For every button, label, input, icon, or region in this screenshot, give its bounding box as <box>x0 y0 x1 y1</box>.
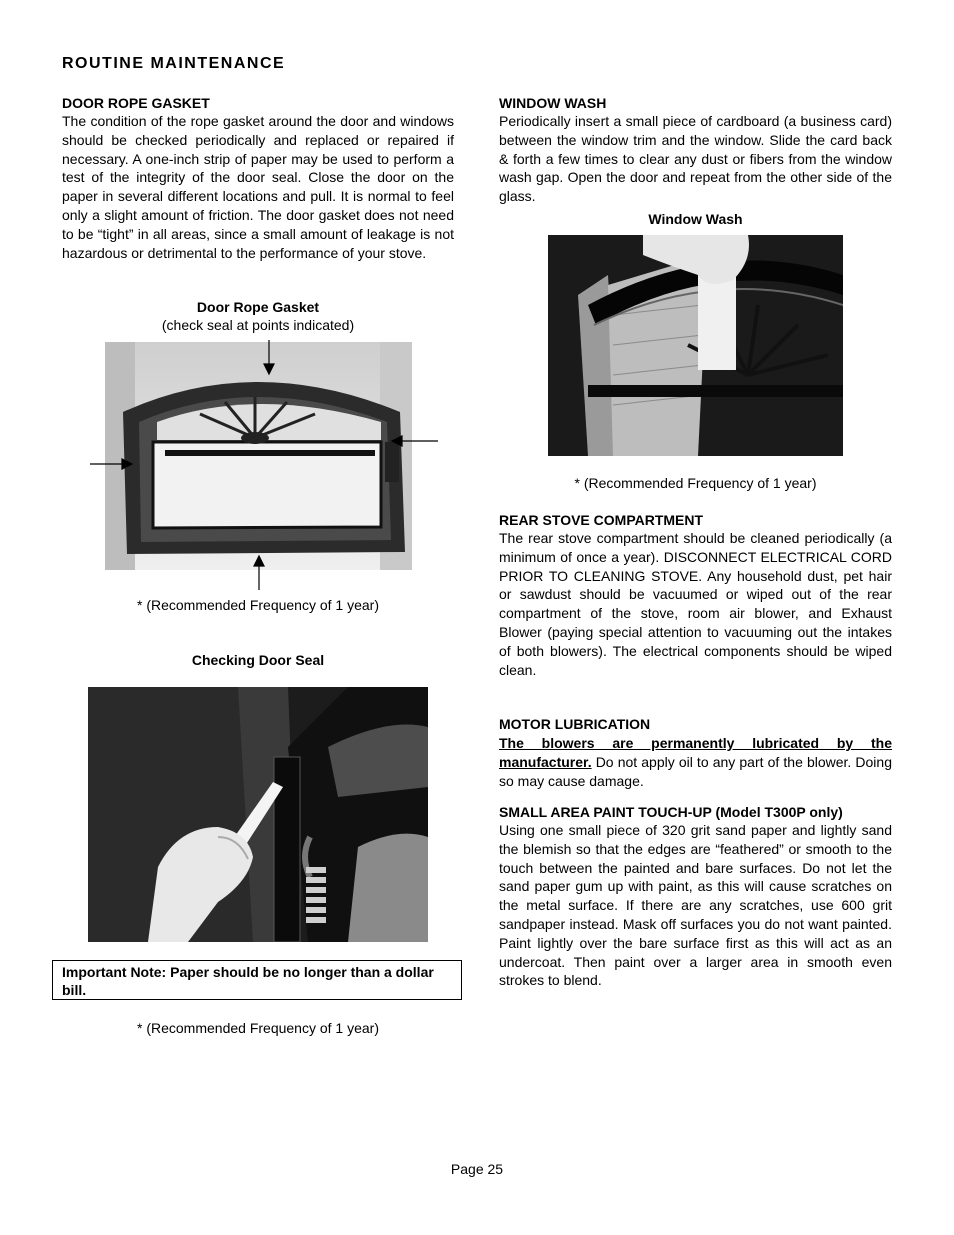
window-wash-figure-title: Window Wash <box>648 211 743 227</box>
motor-lubrication-emphasis: The blowers are permanently lubricated by the manufacturer. <box>499 735 892 770</box>
window-wash-body: Periodically insert a small piece of cardboard (a business card) between the window trim and the window. Slide the card back & forth a few times to clear any dust or fibers from the window wash gap. Open the door and repeat from the other side of the glass. <box>499 113 892 205</box>
door-rope-gasket-figure-title: Door Rope Gasket <box>196 299 320 315</box>
paint-touchup-heading: SMALL AREA PAINT TOUCH-UP (Model T300P only) <box>499 804 843 820</box>
checking-door-seal-title: Checking Door Seal <box>191 652 325 668</box>
important-note-box: Important Note: Paper should be no longer than a dollar bill. <box>52 960 462 1000</box>
gasket-indicator-arrows <box>88 338 443 593</box>
window-wash-frequency: * (Recommended Frequency of 1 year) <box>574 475 817 491</box>
rear-stove-heading: REAR STOVE COMPARTMENT <box>499 512 704 528</box>
door-rope-gasket-figure-subtitle: (check seal at points indicated) <box>161 317 355 333</box>
rear-stove-body: The rear stove compartment should be cleaned periodically (a minimum of once a year). DISCONNECT ELECTRICAL CORD PRIOR TO CLEANING STOVE. Any household dust, pet hair or sawdust should be vacuumed or wiped out of the rear compartment of the stove, room air blower, and Exhaust Blower (paying special attention to vacuuming out the intakes of both blowers). The electrical components should be wiped clean. <box>499 530 892 678</box>
motor-lubrication-heading: MOTOR LUBRICATION <box>499 716 651 732</box>
door-rope-gasket-frequency: * (Recommended Frequency of 1 year) <box>137 597 379 613</box>
motor-lubrication-body <box>499 734 892 790</box>
checking-door-seal-frequency: * (Recommended Frequency of 1 year) <box>137 1020 379 1036</box>
door-rope-gasket-heading: DOOR ROPE GASKET <box>62 95 210 111</box>
paint-touchup-body: Using one small piece of 320 grit sand paper and lightly sand the blemish so that the edges are “feathered” or smooth to the touch between the painted and bare surfaces. Do not let the sand paper gum up with paint, as this will cause scratches on the metal surface. If there are any scratches, use 600 grit sandpaper instead. Mask off surfaces you do not want painted. Paint lightly over the bare surface first as this will act as an undercoat. Then paint over a larger area in smooth even strokes to blend. <box>499 822 892 989</box>
door-rope-gasket-body: The condition of the rope gasket around the door and windows should be checked periodically and replaced or repaired if necessary. A one-inch strip of paper may be used to perform a test of the integrity of the door seal. Close the door on the paper in several different locations and pull. It is normal to feel only a slight amount of friction. The door gasket does not need to be “tight” in all areas, since a small amount of leakage is not hazardous or detrimental to the performance of your stove. <box>62 113 454 261</box>
motor-lubrication-text: Do not apply oil to any part of the blower. Doing so may cause damage. <box>499 753 892 789</box>
page-number: Page 25 <box>450 1161 504 1177</box>
window-wash-heading: WINDOW WASH <box>499 95 607 111</box>
checking-door-seal-photo <box>88 687 428 942</box>
window-wash-photo <box>548 235 843 456</box>
page-title: ROUTINE MAINTENANCE <box>62 55 286 72</box>
